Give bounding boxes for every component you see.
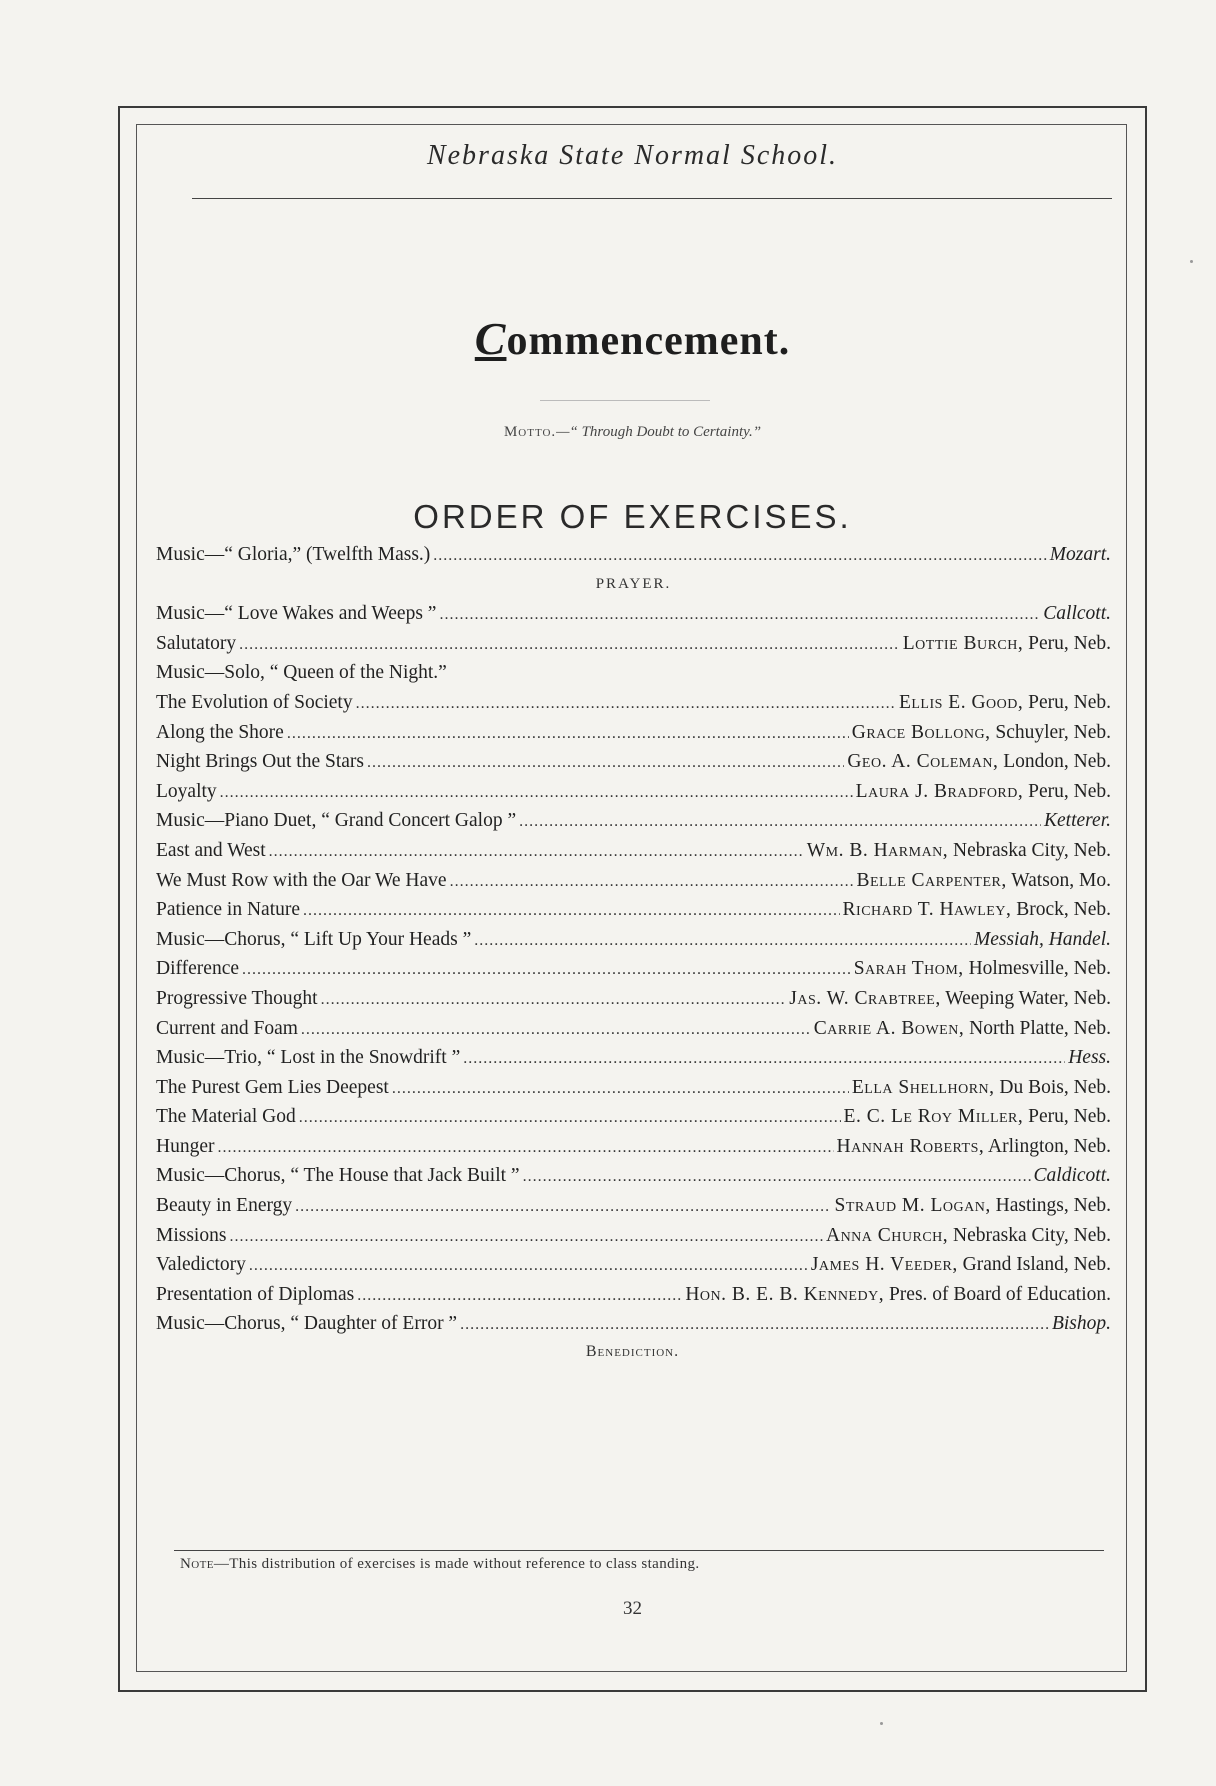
program-item bbox=[156, 836, 1111, 866]
speaker-name: Ellis E. Good, bbox=[898, 691, 1024, 713]
dot-leader bbox=[301, 1015, 811, 1045]
note-text: —This distribution of exercises is made without reference to class standing. bbox=[213, 1556, 700, 1572]
exercise-title: Presentation of Diplomas bbox=[156, 1283, 355, 1305]
header-rule bbox=[192, 198, 1112, 199]
exercise-title: Progressive Thought bbox=[156, 987, 318, 1009]
speaker bbox=[811, 1250, 1111, 1280]
speaker-hometown: Watson, Mo. bbox=[1011, 869, 1111, 891]
program-item bbox=[156, 925, 1111, 955]
speaker-name: Wm. B. Harman, bbox=[806, 839, 949, 861]
exercise-title: We Must Row with the Oar We Have bbox=[156, 869, 447, 891]
speaker-name: Geo. A. Coleman, bbox=[847, 751, 999, 773]
speaker bbox=[899, 688, 1111, 718]
exercise-title: Music—Chorus, “ Lift Up Your Heads ” bbox=[156, 928, 472, 950]
program-item bbox=[156, 718, 1111, 748]
dot-leader bbox=[519, 807, 1041, 837]
speaker-hometown: Pres. of Board of Education. bbox=[888, 1283, 1111, 1305]
speaker-hometown: Nebraska City, Neb. bbox=[953, 839, 1111, 861]
program-item bbox=[156, 806, 1111, 836]
program-item bbox=[156, 540, 1111, 570]
exercise-title: The Material God bbox=[156, 1106, 296, 1128]
program-item bbox=[156, 1221, 1111, 1251]
exercise-title: Along the Shore bbox=[156, 721, 284, 743]
composer: Bishop. bbox=[1051, 1313, 1111, 1335]
speaker bbox=[847, 747, 1111, 777]
program-item bbox=[156, 895, 1111, 925]
speaker-name: Richard T. Hawley, bbox=[842, 899, 1012, 921]
program-item bbox=[156, 1073, 1111, 1103]
exercise-title: Loyalty bbox=[156, 780, 217, 802]
dot-leader bbox=[439, 600, 1040, 630]
composer: Callcott. bbox=[1043, 603, 1111, 625]
dot-leader bbox=[295, 1192, 831, 1222]
composer: Mozart. bbox=[1049, 544, 1111, 565]
speaker-hometown: Peru, Neb. bbox=[1028, 632, 1111, 654]
speaker-hometown: Weeping Water, Neb. bbox=[945, 987, 1111, 1009]
benediction: Benediction. bbox=[585, 1343, 680, 1360]
program-item bbox=[156, 1161, 1111, 1191]
program-item bbox=[156, 688, 1111, 718]
speaker-name: Anna Church, bbox=[825, 1224, 949, 1246]
composer: Messiah, Handel. bbox=[973, 928, 1111, 950]
exercise-title: East and West bbox=[156, 839, 266, 861]
exercise-title: Music—Trio, “ Lost in the Snowdrift ” bbox=[156, 1047, 461, 1069]
speaker-hometown: Schuyler, Neb. bbox=[995, 721, 1111, 743]
program-item bbox=[156, 1309, 1111, 1339]
page-number: 32 bbox=[623, 1598, 642, 1619]
program-item bbox=[156, 1102, 1111, 1132]
speaker bbox=[903, 629, 1111, 659]
speaker bbox=[814, 1014, 1111, 1044]
program-item bbox=[156, 984, 1111, 1014]
composer: Hess. bbox=[1068, 1047, 1111, 1069]
program-item bbox=[156, 1250, 1111, 1280]
exercise-title: Music—Solo, “ Queen of the Night.” bbox=[156, 662, 447, 684]
program-item bbox=[156, 777, 1111, 807]
speaker-name: Hon. B. E. B. Kennedy, bbox=[685, 1283, 885, 1305]
exercise-title: Valedictory bbox=[156, 1254, 246, 1276]
speaker-hometown: Du Bois, Neb. bbox=[999, 1076, 1111, 1098]
dot-leader bbox=[357, 1281, 682, 1311]
speaker bbox=[856, 777, 1111, 807]
speaker bbox=[834, 1191, 1111, 1221]
exercise-title: Music—Chorus, “ Daughter of Error ” bbox=[156, 1313, 458, 1335]
speaker bbox=[826, 1221, 1111, 1251]
program-item bbox=[156, 866, 1111, 896]
dot-leader bbox=[229, 1222, 823, 1252]
speaker-hometown: Holmesville, Neb. bbox=[968, 958, 1111, 980]
exercise-title: Music—Piano Duet, “ Grand Concert Galop ” bbox=[156, 810, 517, 832]
speaker-hometown: Peru, Neb. bbox=[1028, 691, 1111, 713]
speaker bbox=[843, 895, 1111, 925]
note-label: Note bbox=[180, 1556, 214, 1572]
program-heading: PRAYER. bbox=[595, 575, 672, 592]
dot-leader bbox=[356, 689, 896, 719]
exercise-title: Missions bbox=[156, 1224, 227, 1246]
exercise-title: Current and Foam bbox=[156, 1017, 298, 1039]
speaker-name: Straud M. Logan, bbox=[834, 1195, 991, 1217]
speaker-hometown: Grand Island, Neb. bbox=[962, 1254, 1111, 1276]
speaker-hometown: Hastings, Neb. bbox=[995, 1195, 1111, 1217]
program-item bbox=[156, 1043, 1111, 1073]
speaker bbox=[854, 954, 1111, 984]
speaker-name: James H. Veeder, bbox=[810, 1254, 958, 1276]
program-item bbox=[156, 658, 1111, 688]
dot-leader bbox=[269, 837, 804, 867]
speaker-name: Ella Shellhorn, bbox=[851, 1076, 995, 1098]
speaker-name: Grace Bollong, bbox=[851, 721, 991, 743]
dot-leader bbox=[367, 748, 844, 778]
order-heading: ORDER OF EXERCISES. bbox=[413, 498, 852, 535]
program-item bbox=[156, 1014, 1111, 1044]
school-name: Nebraska State Normal School. bbox=[426, 140, 839, 171]
program-item bbox=[156, 1280, 1111, 1310]
speaker-hometown: Arlington, Neb. bbox=[988, 1135, 1111, 1157]
dot-leader bbox=[460, 1310, 1049, 1340]
speaker bbox=[837, 1132, 1112, 1162]
speaker-hometown: North Platte, Neb. bbox=[969, 1017, 1111, 1039]
speaker-name: Jas. W. Crabtree, bbox=[789, 987, 941, 1009]
dot-leader bbox=[299, 1103, 841, 1133]
dot-leader bbox=[249, 1251, 808, 1281]
dot-leader bbox=[523, 1162, 1031, 1192]
exercise-title: The Purest Gem Lies Deepest bbox=[156, 1076, 389, 1098]
dot-leader bbox=[450, 867, 854, 897]
dot-leader bbox=[433, 541, 1047, 571]
speaker-name: Laura J. Bradford, bbox=[855, 780, 1024, 802]
exercise-title: Music—“ Love Wakes and Weeps ” bbox=[156, 603, 437, 625]
speaker bbox=[856, 866, 1111, 896]
dot-leader bbox=[242, 955, 851, 985]
program-list bbox=[156, 540, 1111, 1339]
program-item bbox=[156, 629, 1111, 659]
speaker bbox=[844, 1102, 1111, 1132]
dot-leader bbox=[392, 1074, 849, 1104]
exercise-title: Music—Chorus, “ The House that Jack Built ” bbox=[156, 1165, 520, 1187]
exercise-title: Hunger bbox=[156, 1135, 215, 1157]
title-ornamental-initial: C bbox=[474, 313, 507, 364]
dot-leader bbox=[287, 719, 849, 749]
dot-leader bbox=[220, 778, 853, 808]
footer-rule bbox=[174, 1550, 1104, 1551]
title-text: ommencement. bbox=[506, 318, 791, 364]
dot-leader bbox=[303, 896, 840, 926]
motto bbox=[160, 424, 1105, 441]
dot-leader bbox=[239, 630, 900, 660]
program-item bbox=[156, 599, 1111, 629]
speaker bbox=[852, 1073, 1111, 1103]
paper-speck bbox=[1190, 260, 1193, 263]
page-title bbox=[160, 312, 1105, 365]
motto-rule bbox=[540, 400, 710, 401]
exercise-title: The Evolution of Society bbox=[156, 691, 353, 713]
exercise-title: Night Brings Out the Stars bbox=[156, 751, 364, 773]
speaker-hometown: Brock, Neb. bbox=[1016, 899, 1111, 921]
exercise-title: Salutatory bbox=[156, 632, 237, 654]
speaker-name: Hannah Roberts, bbox=[836, 1135, 985, 1157]
exercise-title: Music—“ Gloria,” (Twelfth Mass.) bbox=[156, 544, 431, 565]
speaker bbox=[789, 984, 1111, 1014]
speaker-hometown: London, Neb. bbox=[1003, 751, 1111, 773]
speaker bbox=[685, 1280, 1111, 1310]
exercise-title: Patience in Nature bbox=[156, 899, 301, 921]
program-item bbox=[156, 1191, 1111, 1221]
speaker-hometown: Peru, Neb. bbox=[1028, 1106, 1111, 1128]
dot-leader bbox=[321, 985, 787, 1015]
exercise-title: Beauty in Energy bbox=[156, 1195, 293, 1217]
speaker-hometown: Peru, Neb. bbox=[1028, 780, 1111, 802]
dot-leader bbox=[463, 1044, 1065, 1074]
exercise-title: Difference bbox=[156, 958, 239, 980]
dot-leader bbox=[474, 926, 971, 956]
composer: Ketterer. bbox=[1044, 810, 1111, 832]
program-item bbox=[156, 954, 1111, 984]
speaker-name: E. C. Le Roy Miller, bbox=[843, 1106, 1024, 1128]
footnote bbox=[180, 1556, 1080, 1573]
speaker bbox=[852, 718, 1111, 748]
program-item bbox=[156, 747, 1111, 777]
motto-text: —“ Through Doubt to Certainty.” bbox=[556, 424, 762, 440]
speaker-name: Lottie Burch, bbox=[902, 632, 1024, 654]
speaker-name: Carrie A. Bowen, bbox=[813, 1017, 965, 1039]
speaker-name: Belle Carpenter, bbox=[856, 869, 1007, 891]
program-item bbox=[156, 1132, 1111, 1162]
paper-speck bbox=[880, 1722, 883, 1725]
speaker bbox=[807, 836, 1111, 866]
dot-leader bbox=[217, 1133, 833, 1163]
speaker-name: Sarah Thom, bbox=[853, 958, 964, 980]
composer: Caldicott. bbox=[1033, 1165, 1111, 1187]
speaker-hometown: Nebraska City, Neb. bbox=[953, 1224, 1111, 1246]
motto-label: Motto. bbox=[503, 424, 557, 440]
